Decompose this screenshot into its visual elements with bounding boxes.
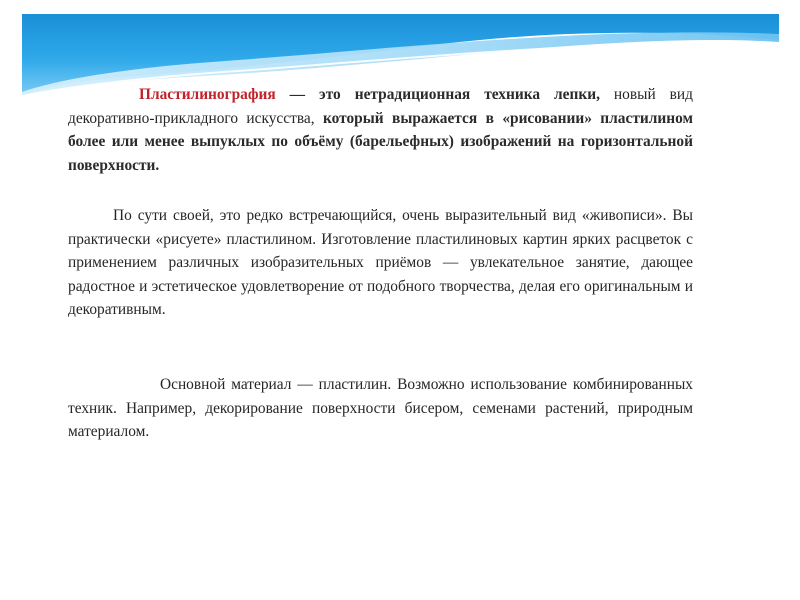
definition-plain: новый вид декоративно-прикладного искусства, (68, 86, 693, 127)
paragraph-definition (68, 83, 693, 177)
definition-bold-intro: — это нетрадиционная техника лепки, (275, 86, 600, 103)
paragraph-essence: По сути своей, это редко встречающийся, очень выразительный вид «живописи». Вы практически «рисуете» пластилином. Изготовление пластилиновых картин ярких расцветок с применением различных изобразительных приёмов — увлекательное занятие, дающее радостное и эстетическое удовлетворение от подобного творчества, делая его оригинальным и декоративным. (68, 207, 693, 318)
paragraph-material: Основной материал — пластилин. Возможно использование комбинированных техник. Например, декорирование поверхности бисером, семенами растений, природным материалом. (68, 376, 693, 440)
definition-bold-rest: который выражается в «рисовании» пластилином более или менее выпуклых по объёму (барельефных) изображений на горизонтальной поверхности. (68, 109, 693, 174)
term-plastilinography: Пластилинография (139, 86, 276, 103)
